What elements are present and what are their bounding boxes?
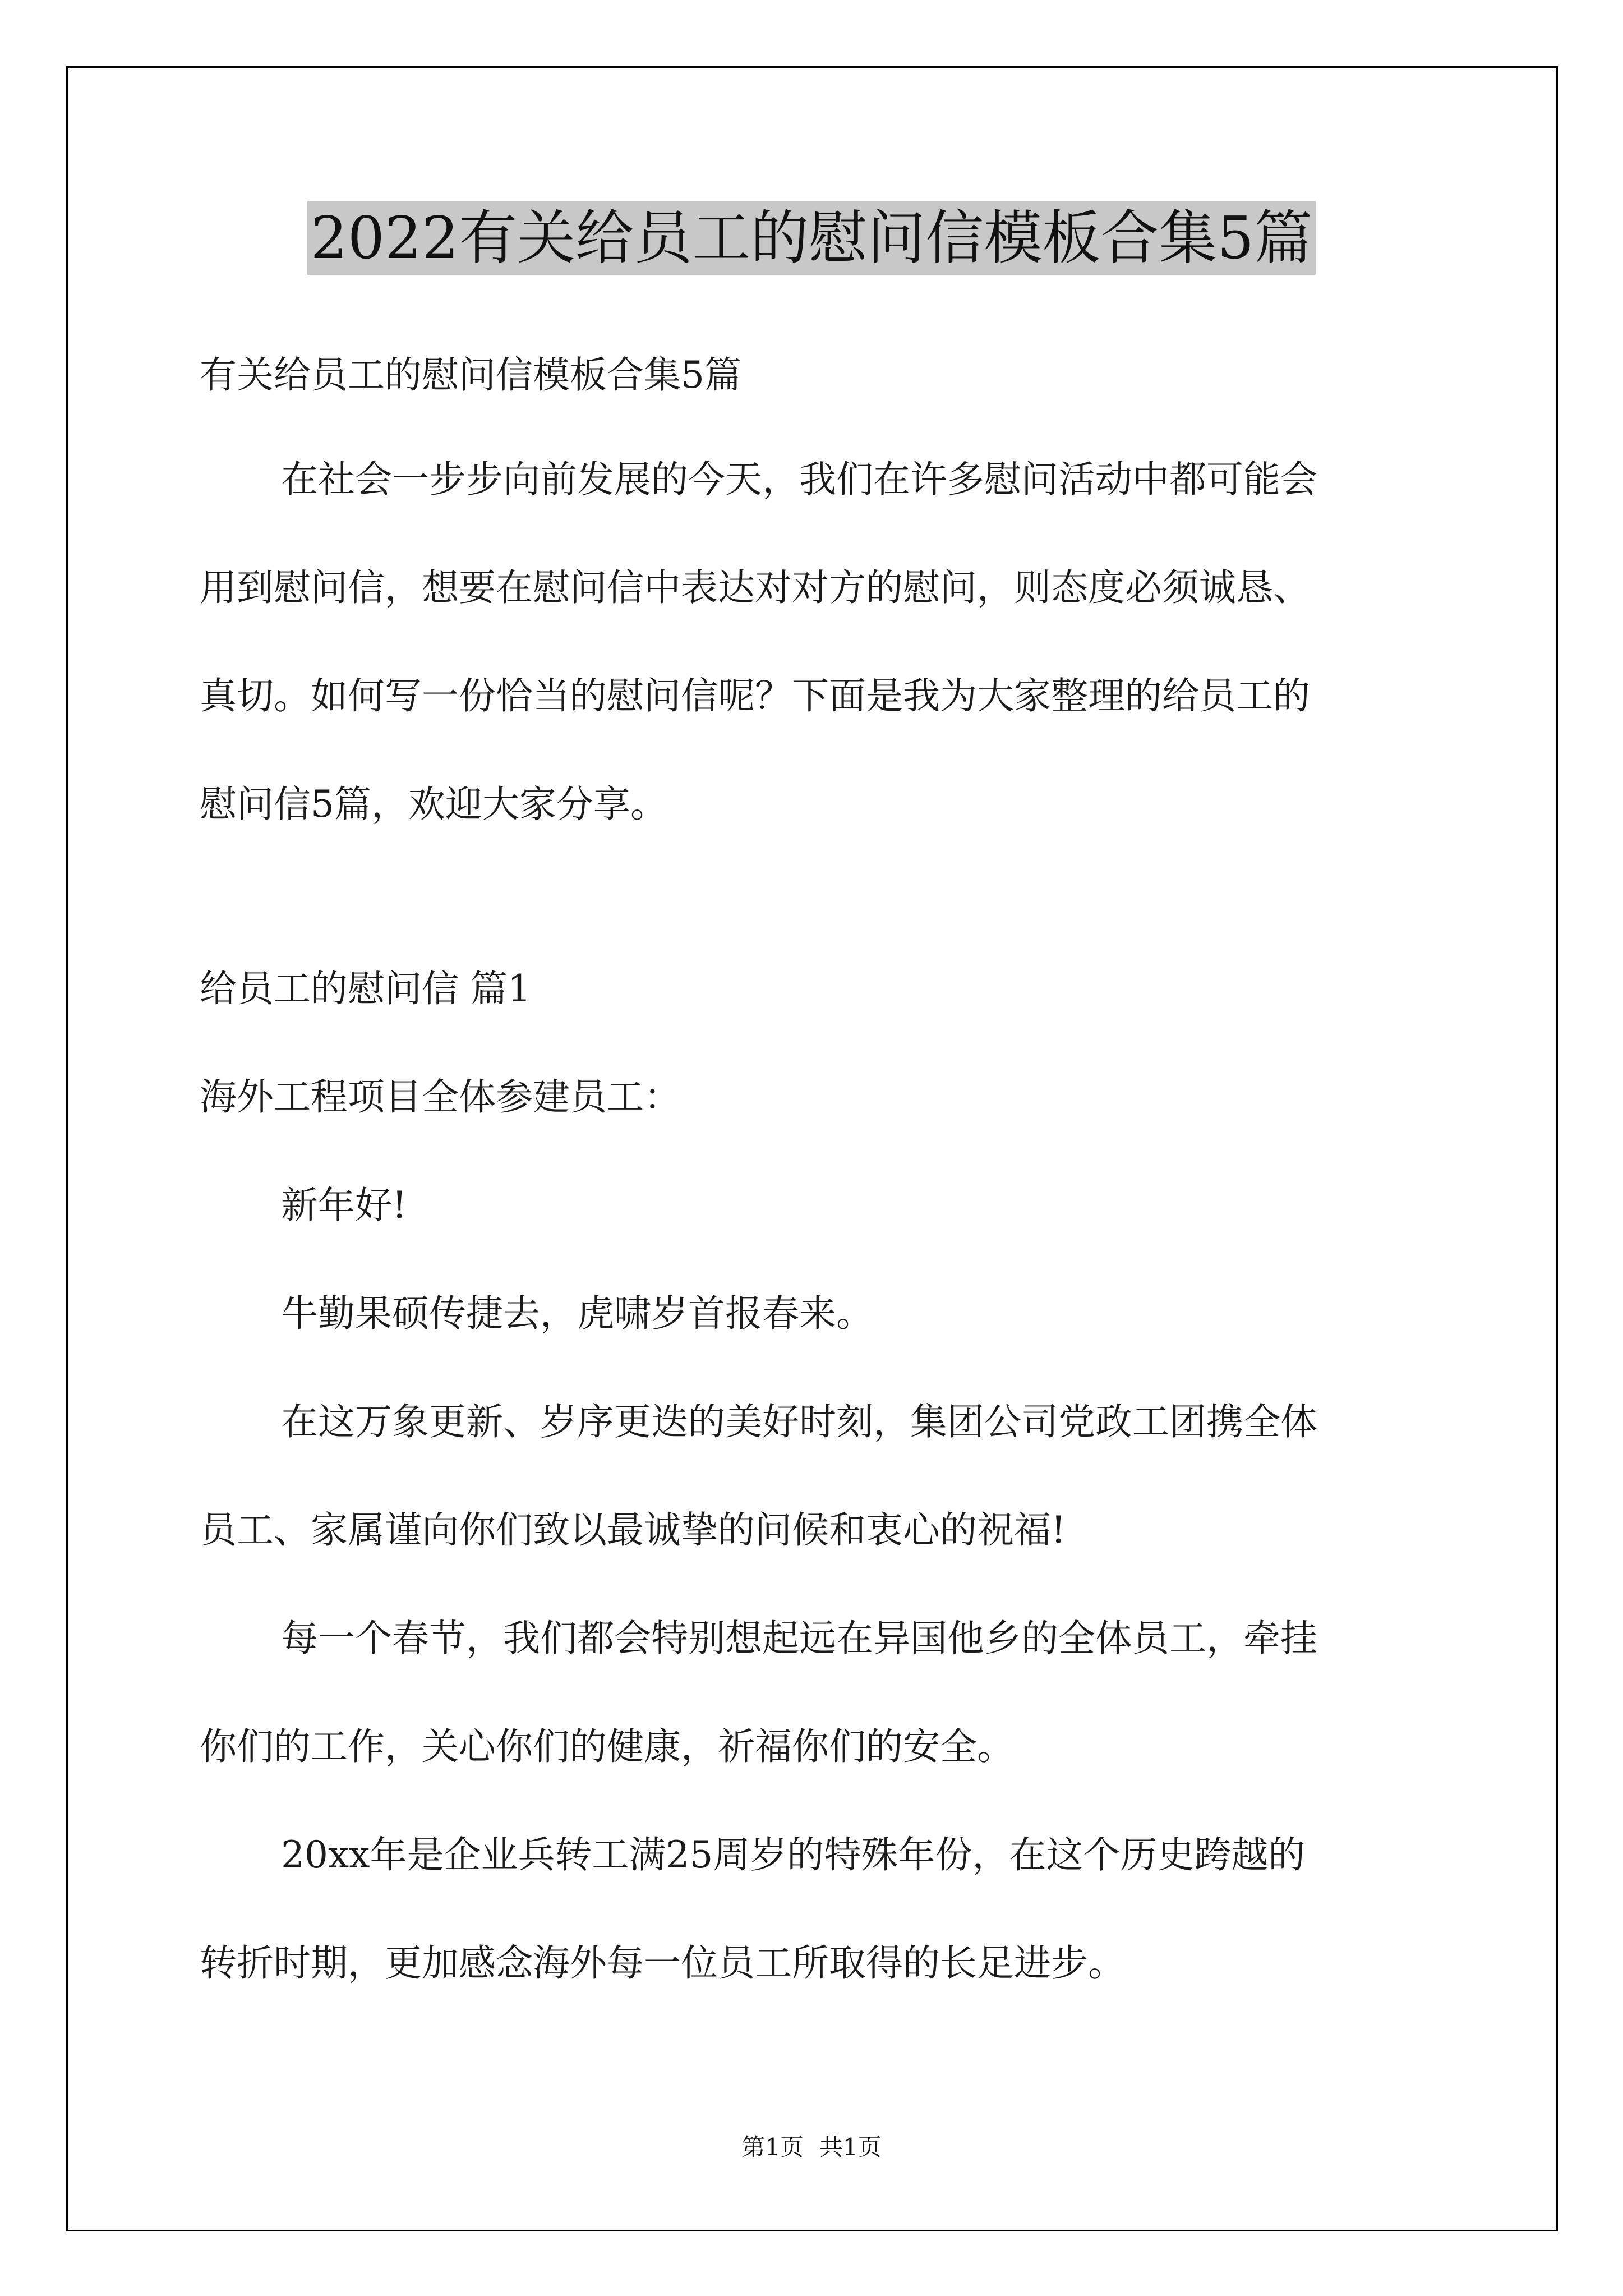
paragraph-line: 你们的工作，关心你们的健康，祈福你们的安全。 [200,1725,1014,1768]
document-subtitle: 有关给员工的慰问信模板合集5篇 [200,353,741,397]
title-wrap [0,201,1623,275]
intro-line: 慰问信5篇，欢迎大家分享。 [200,783,667,826]
document-body [200,303,1433,1985]
greeting: 新年好! [281,1184,407,1227]
document-title: 2022有关给员工的慰问信模板合集5篇 [307,201,1316,275]
paragraph-line: 20xx年是企业兵转工满25周岁的特殊年份，在这个历史跨越的 [281,1833,1306,1876]
salutation: 海外工程项目全体参建员工： [200,1075,681,1119]
paragraph-line: 每一个春节，我们都会特别想起远在异国他乡的全体员工，牵挂 [281,1617,1317,1660]
paragraph-line: 转折时期，更加感念海外每一位员工所取得的长足进步。 [200,1941,1125,1985]
page-number-total: 共1页 [819,2133,882,2161]
page-number-current: 第1页 [741,2133,804,2161]
intro-line: 真切。如何写一份恰当的慰问信呢？下面是我为大家整理的给员工的 [200,674,1310,717]
page-footer [0,2133,1623,2161]
paragraph-line: 员工、家属谨向你们致以最诚挚的问候和衷心的祝福! [200,1508,1066,1552]
intro-line: 用到慰问信，想要在慰问信中表达对对方的慰问，则态度必须诚恳、 [200,566,1310,609]
intro-line: 在社会一步步向前发展的今天，我们在许多慰问活动中都可能会 [281,458,1317,501]
paragraph-line: 在这万象更新、岁序更迭的美好时刻，集团公司党政工团携全体 [281,1400,1317,1443]
section-heading: 给员工的慰问信 篇1 [200,967,531,1010]
couplet: 牛勤果硕传捷去，虎啸岁首报春来。 [281,1292,873,1335]
